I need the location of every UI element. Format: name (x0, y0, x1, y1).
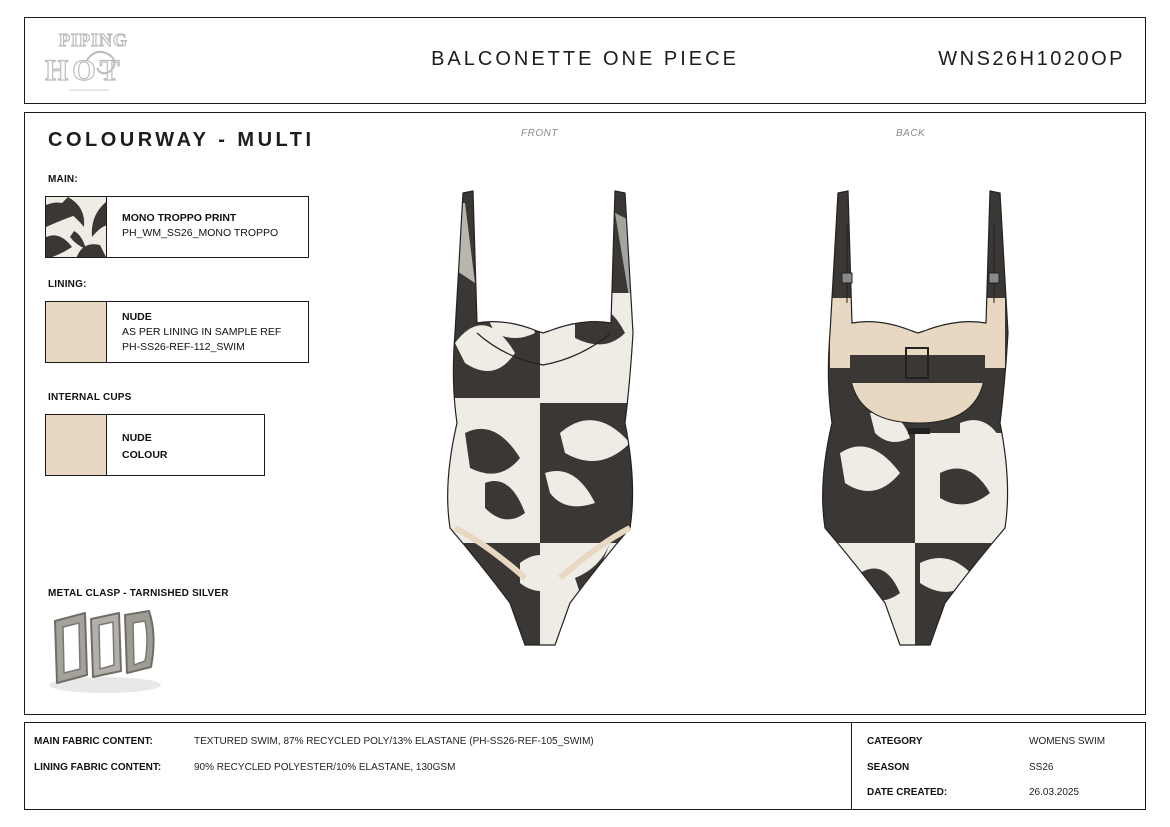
date-created-label: DATE CREATED: (867, 787, 948, 798)
metal-clasp-label: METAL CLASP - TARNISHED SILVER (48, 588, 229, 599)
cups-colour: COLOUR (122, 449, 168, 461)
footer-panel (24, 722, 1146, 810)
lining-desc: AS PER LINING IN SAMPLE REF (122, 326, 282, 338)
season-value: SS26 (1029, 762, 1054, 773)
lining-label: LINING: (48, 279, 87, 290)
back-view-illustration (800, 183, 1030, 648)
category-label: CATEGORY (867, 736, 923, 747)
main-panel (24, 112, 1146, 715)
metal-clasp-image (45, 605, 165, 697)
lining-fabric-content-label: LINING FABRIC CONTENT: (34, 762, 162, 773)
style-code: WNS26H1020OP (938, 48, 1125, 70)
back-view-label: BACK (896, 128, 926, 139)
lining-ref: PH-SS26-REF-112_SWIM (122, 341, 245, 353)
mono-troppo-print-swatch (46, 197, 107, 257)
main-fabric-ref: PH_WM_SS26_MONO TROPPO (122, 227, 279, 239)
footer-divider (851, 723, 852, 809)
svg-text:HOT: HOT (45, 54, 124, 87)
nude-cups-swatch (46, 415, 107, 475)
lining-fabric-content-value: 90% RECYCLED POLYESTER/10% ELASTANE, 130GSM (194, 762, 456, 773)
lining-name: NUDE (122, 311, 152, 323)
document-title: BALCONETTE ONE PIECE (431, 48, 739, 70)
colourway-title: COLOURWAY - MULTI (48, 129, 315, 151)
season-label: SEASON (867, 762, 910, 773)
cups-name: NUDE (122, 432, 152, 444)
date-created-value: 26.03.2025 (1029, 787, 1080, 798)
main-fabric-content-label: MAIN FABRIC CONTENT: (34, 736, 153, 747)
lining-card (45, 301, 309, 363)
category-value: WOMENS SWIM (1029, 736, 1106, 747)
front-view-illustration (425, 183, 655, 648)
nude-lining-swatch (46, 302, 107, 362)
main-fabric-name: MONO TROPPO PRINT (122, 212, 237, 224)
main-fabric-content-value: TEXTURED SWIM, 87% RECYCLED POLY/13% ELASTANE (PH-SS26-REF-105_SWIM) (194, 736, 594, 747)
header-panel (24, 17, 1146, 104)
front-view-label: FRONT (521, 128, 558, 139)
svg-text:PIPING: PIPING (59, 30, 128, 50)
internal-cups-label: INTERNAL CUPS (48, 392, 132, 403)
main-label: MAIN: (48, 174, 78, 185)
internal-cups-card (45, 414, 265, 476)
main-fabric-card (45, 196, 309, 258)
